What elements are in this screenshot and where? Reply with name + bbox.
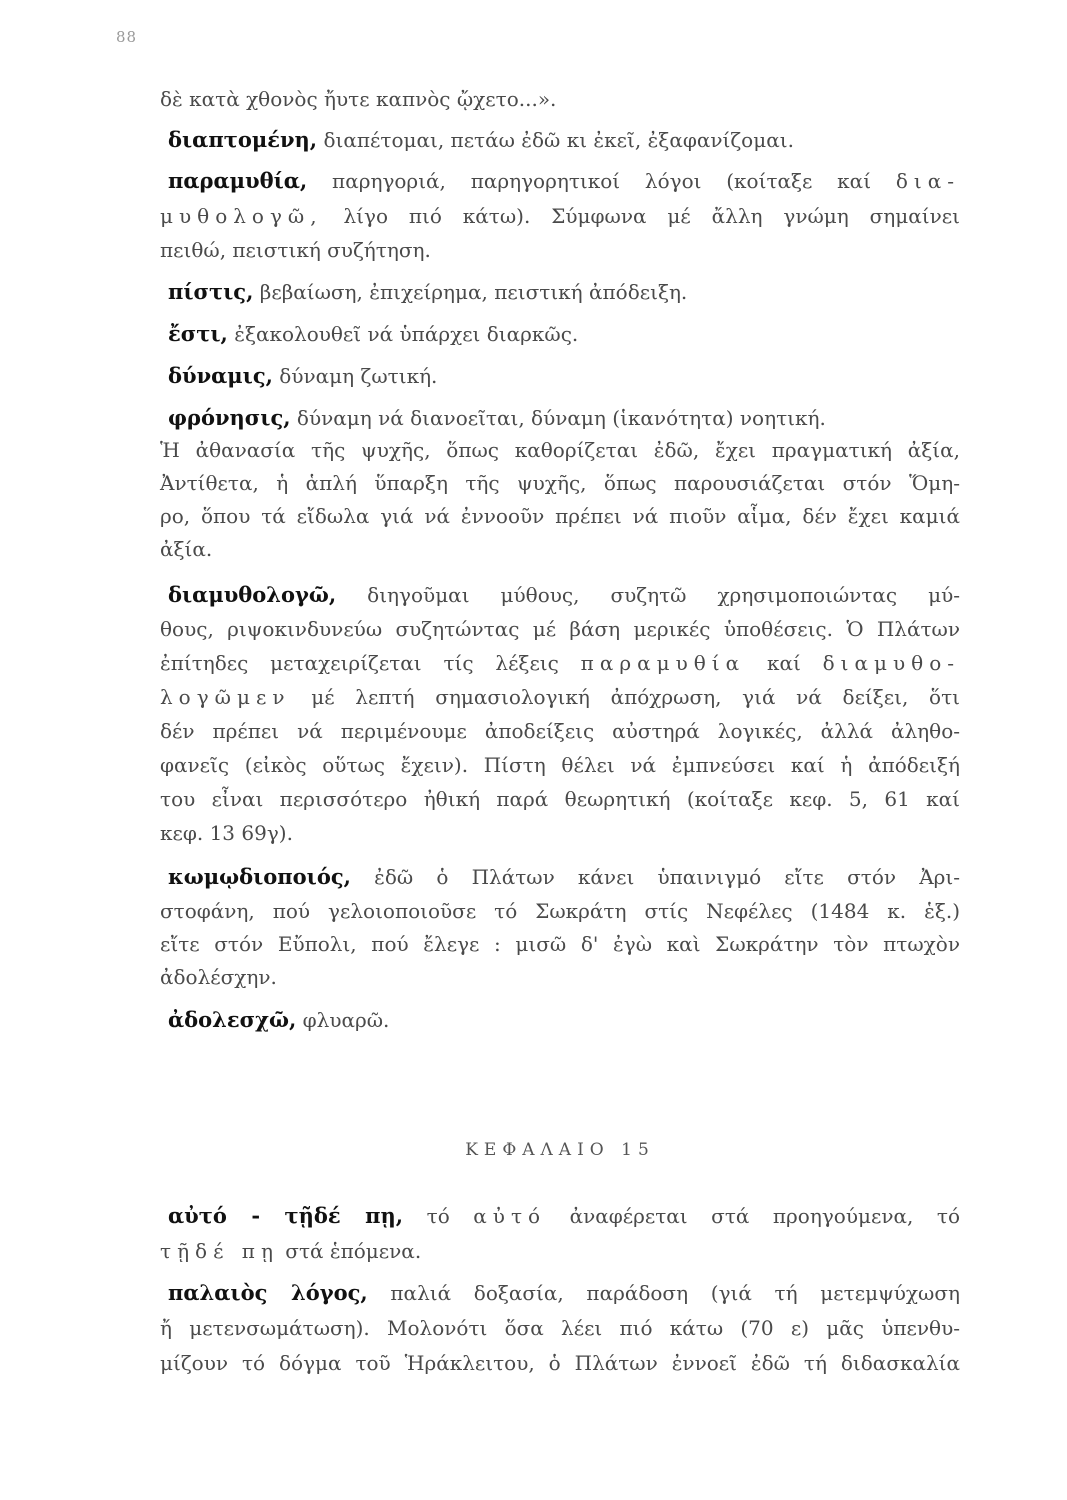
entry-line: ἀδολεσχῶ, φλυαρῶ.: [168, 1007, 390, 1032]
text-line: Ἡ ἀθανασία τῆς ψυχῆς, ὅπως καθορίζεται ἐδῶ, ἔχει πραγματική ἀξία,: [160, 438, 960, 462]
entry-line: ἔστι, ἐξακολουθεῖ νά ὑπάρχει διαρκῶς.: [168, 321, 579, 346]
text-line: ἀξία.: [160, 537, 213, 561]
text-line: δέν πρέπει νά περιμένουμε ἀποδείξεις αὐστηρά λογικές, ἀλλά ἀληθο-: [160, 719, 960, 743]
entry-line: διαπτομένη, διαπέτομαι, πετάω ἐδῶ κι ἐκεῖ, ἐξαφανίζομαι.: [168, 127, 794, 152]
page-number: 88: [116, 28, 138, 46]
text-line: ἐπίτηδες μεταχειρίζεται τίς λέξεις παραμυθία καί διαμυθο-: [160, 651, 961, 675]
text-line: Ἀντίθετα, ἡ ἁπλή ὕπαρξη τῆς ψυχῆς, ὅπως παρουσιάζεται στόν Ὅμη-: [160, 471, 960, 495]
headword: παραμυθία,: [168, 168, 308, 193]
entry-line: παλαιὸς λόγος, παλιά δοξασία, παράδοση (γιά τή μετεμψύχωση: [168, 1280, 960, 1305]
text-line: φανεῖς (εἰκὸς οὕτως ἔχειν). Πίστη θέλει νά ἐμπνεύσει καί ἡ ἀπόδειξή: [160, 753, 960, 777]
text-line: εἴτε στόν Εὔπολι, πού ἔλεγε : μισῶ δ' ἐγὼ καὶ Σωκράτην τὸν πτωχὸν: [160, 932, 960, 956]
headword: παλαιὸς λόγος,: [168, 1280, 368, 1305]
headword: κωμῳδιοποιός,: [168, 864, 351, 889]
text-line: λογῶμεν μέ λεπτή σημασιολογική ἀπόχρωση, γιά νά δείξει, ὅτι: [160, 685, 960, 709]
entry-line: κωμῳδιοποιός, ἐδῶ ὁ Πλάτων κάνει ὑπαινιγμό εἴτε στόν Ἀρι-: [168, 864, 960, 889]
text-line: του εἶναι περισσότερο ἠθική παρά θεωρητική (κοίταξε κεφ. 5, 61 καί: [160, 787, 960, 811]
text-line: κεφ. 13 69γ).: [160, 821, 293, 845]
text-line: θους, ριψοκινδυνεύω συζητώντας μέ βάση μερικές ὑποθέσεις. Ὁ Πλάτων: [160, 617, 960, 641]
headword: φρόνησις,: [168, 405, 291, 430]
entry-line: πίστις, βεβαίωση, ἐπιχείρημα, πειστική ἀπόδειξη.: [168, 279, 688, 304]
entry-line: δύναμις, δύναμη ζωτική.: [168, 363, 438, 388]
headword: δύναμις,: [168, 363, 273, 388]
text-line: πειθώ, πειστική συζήτηση.: [160, 238, 431, 262]
text-line: στοφάνη, πού γελοιοποιοῦσε τό Σωκράτη στίς Νεφέλες (1484 κ. ἑξ.): [160, 899, 960, 923]
text-line: τῇδέ πῃ στά ἑπόμενα.: [160, 1239, 422, 1263]
headword: πίστις,: [168, 279, 254, 304]
entry-line: παραμυθία, παρηγοριά, παρηγορητικοί λόγοι (κοίταξε καί δια-: [168, 168, 960, 193]
text-line: μίζουν τό δόγμα τοῦ Ἡράκλειτου, ὁ Πλάτων ἐννοεῖ ἐδῶ τή διδασκαλία: [160, 1351, 960, 1375]
entry-line: διαμυθολογῶ, διηγοῦμαι μύθους, συζητῶ χρησιμοποιώντας μύ-: [168, 582, 960, 607]
headword: ἀδολεσχῶ,: [168, 1007, 297, 1032]
text-line: ρο, ὅπου τά εἴδωλα γιά νά ἐννοοῦν πρέπει νά πιοῦν αἷμα, δέν ἔχει καμιά: [160, 504, 960, 528]
entry-line: αὐτό - τῇδέ πῃ, τό αὐτό ἀναφέρεται στά προηγούμενα, τό: [168, 1203, 960, 1228]
headword: διαπτομένη,: [168, 127, 318, 152]
text-line: ἤ μετενσωμάτωση). Μολονότι ὅσα λέει πιό κάτω (70 ε) μᾶς ὑπενθυ-: [160, 1316, 960, 1340]
text-line: μυθολογῶ, λίγο πιό κάτω). Σύμφωνα μέ ἄλλη γνώμη σημαίνει: [160, 204, 960, 228]
headword: αὐτό - τῇδέ πῃ,: [168, 1203, 404, 1228]
text-line: δὲ κατὰ χθονὸς ἤυτε καπνὸς ᾤχετο...».: [160, 87, 557, 111]
chapter-heading: ΚΕΦΑΛΑΙΟ 15: [465, 1140, 655, 1160]
headword: ἔστι,: [168, 321, 228, 346]
entry-line: φρόνησις, δύναμη νά διανοεῖται, δύναμη (ἱκανότητα) νοητική.: [168, 405, 826, 430]
text-line: ἀδολέσχην.: [160, 965, 277, 989]
headword: διαμυθολογῶ,: [168, 582, 337, 607]
